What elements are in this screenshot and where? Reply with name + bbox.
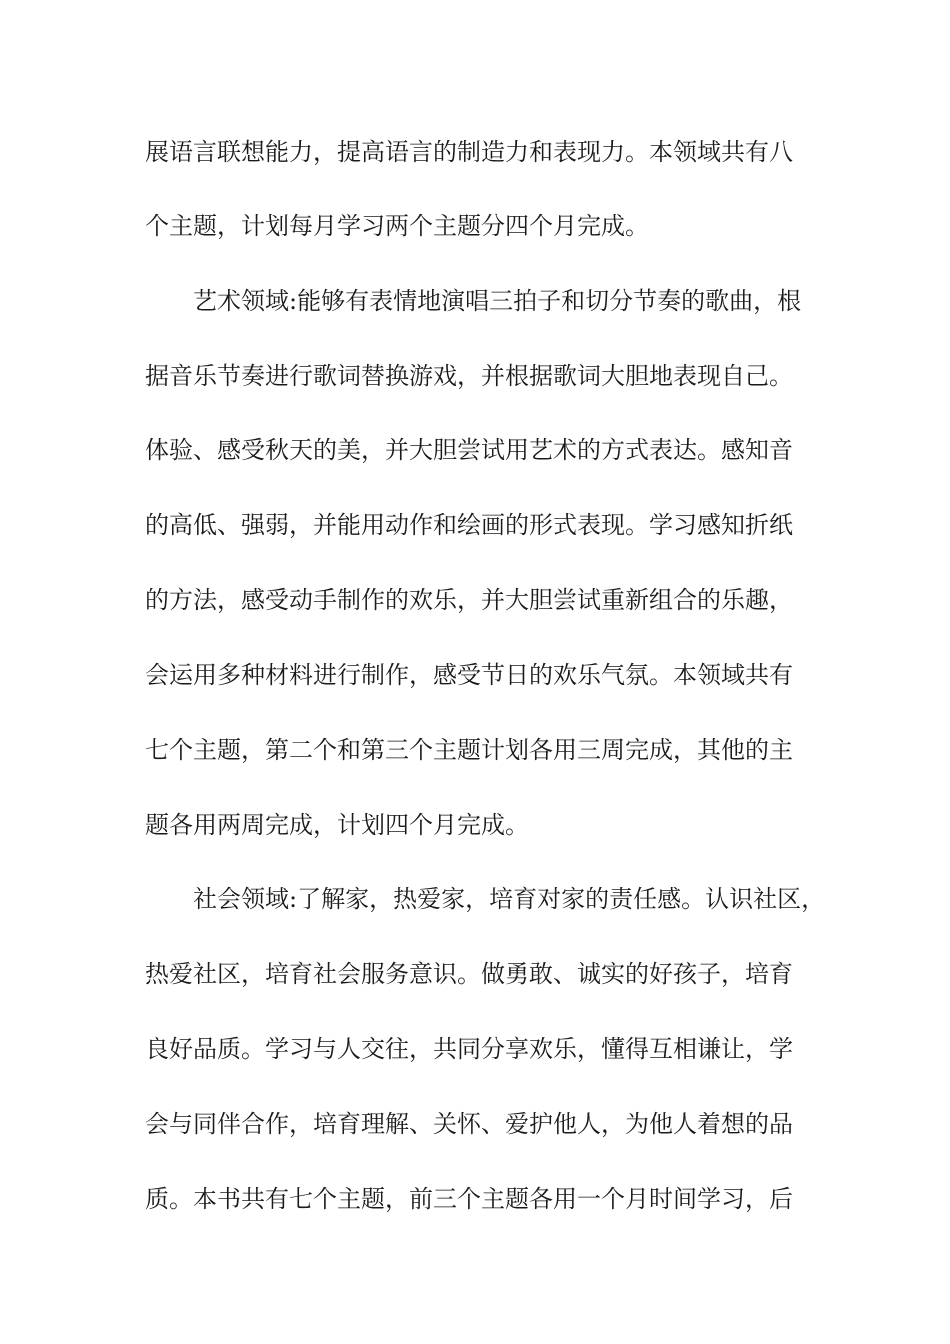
- text-line: 题各用两周完成，计划四个月完成。: [145, 811, 529, 839]
- text-line: 会运用多种材料进行制作，感受节日的欢乐气氛。本领域共有: [145, 661, 793, 689]
- text-line: 个主题，计划每月学习两个主题分四个月完成。: [145, 212, 649, 240]
- text-line: 的高低、强弱，并能用动作和绘画的形式表现。学习感知折纸: [145, 511, 793, 539]
- text-line: 展语言联想能力，提高语言的制造力和表现力。本领域共有八: [145, 138, 793, 166]
- text-line: 体验、感受秋天的美，并大胆尝试用艺术的方式表达。感知音: [145, 436, 793, 464]
- paragraph-start-social: 社会领域:了解家，热爱家，培育对家的责任感。认识社区，: [193, 885, 826, 913]
- text-line: 质。本书共有七个主题，前三个主题各用一个月时间学习，后: [145, 1185, 793, 1213]
- text-line: 会与同伴合作，培育理解、关怀、爱护他人，为他人着想的品: [145, 1110, 793, 1138]
- text-line: 的方法，感受动手制作的欢乐，并大胆尝试重新组合的乐趣，: [145, 586, 793, 614]
- text-line: 七个主题，第二个和第三个主题计划各用三周完成，其他的主: [145, 736, 793, 764]
- text-line: 据音乐节奏进行歌词替换游戏，并根据歌词大胆地表现自己。: [145, 362, 793, 390]
- text-line: 良好品质。学习与人交往，共同分享欢乐，懂得互相谦让，学: [145, 1035, 793, 1063]
- paragraph-start-art: 艺术领域:能够有表情地演唱三拍子和切分节奏的歌曲，根: [193, 287, 802, 315]
- text-line: 热爱社区，培育社会服务意识。做勇敢、诚实的好孩子，培育: [145, 960, 793, 988]
